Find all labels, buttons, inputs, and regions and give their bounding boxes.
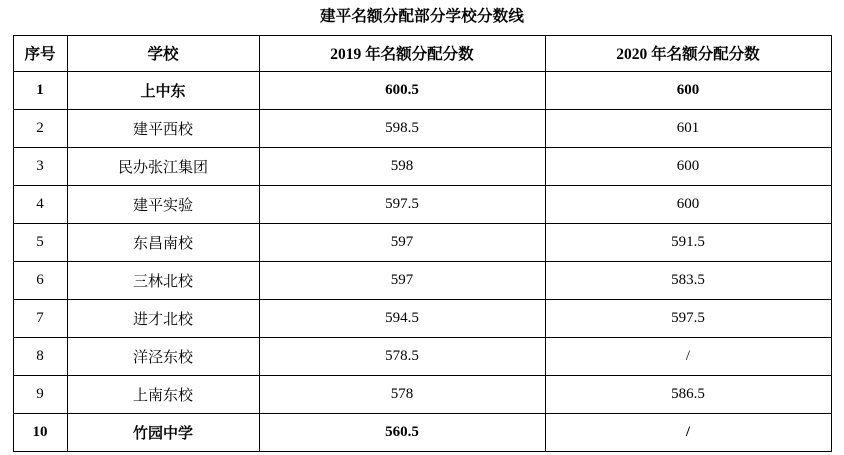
column-header-2019: 2019 年名额分配分数 [259, 35, 545, 71]
cell-school: 进才北校 [67, 299, 259, 337]
cell-index: 5 [13, 223, 67, 261]
cell-index: 6 [13, 261, 67, 299]
cell-school: 竹园中学 [67, 413, 259, 451]
cell-score-2019: 597.5 [259, 185, 545, 223]
cell-school: 建平西校 [67, 109, 259, 147]
cell-index: 4 [13, 185, 67, 223]
cell-score-2020: 583.5 [545, 261, 831, 299]
cell-school: 上南东校 [67, 375, 259, 413]
column-header-school: 学校 [67, 35, 259, 71]
cell-score-2020: / [545, 413, 831, 451]
cell-score-2020: 600 [545, 147, 831, 185]
cell-score-2019: 578 [259, 375, 545, 413]
table-header [13, 35, 831, 71]
cell-score-2019: 597 [259, 261, 545, 299]
table-row [13, 185, 831, 223]
cell-school: 上中东 [67, 71, 259, 109]
cell-index: 7 [13, 299, 67, 337]
cell-school: 建平实验 [67, 185, 259, 223]
cell-index: 10 [13, 413, 67, 451]
cell-index: 3 [13, 147, 67, 185]
table-row [13, 375, 831, 413]
cell-school: 洋泾东校 [67, 337, 259, 375]
cell-school: 三林北校 [67, 261, 259, 299]
table-row [13, 71, 831, 109]
table-row [13, 337, 831, 375]
table-row [13, 413, 831, 451]
cell-score-2020: 597.5 [545, 299, 831, 337]
cell-score-2020: 591.5 [545, 223, 831, 261]
table-body [13, 71, 831, 451]
cell-score-2019: 578.5 [259, 337, 545, 375]
table-row [13, 109, 831, 147]
cell-score-2020: / [545, 337, 831, 375]
column-header-index: 序号 [13, 35, 67, 71]
cell-score-2019: 598.5 [259, 109, 545, 147]
column-header-2020: 2020 年名额分配分数 [545, 35, 831, 71]
cell-score-2019: 598 [259, 147, 545, 185]
page-title: 建平名额分配部分学校分数线 [319, 8, 525, 25]
cell-school: 民办张江集团 [67, 147, 259, 185]
cell-index: 8 [13, 337, 67, 375]
cell-score-2020: 600 [545, 71, 831, 109]
cell-score-2019: 560.5 [259, 413, 545, 451]
cell-score-2020: 586.5 [545, 375, 831, 413]
cell-score-2020: 600 [545, 185, 831, 223]
cell-score-2019: 600.5 [259, 71, 545, 109]
cell-score-2019: 594.5 [259, 299, 545, 337]
table-row [13, 299, 831, 337]
score-table [13, 35, 832, 452]
cell-score-2020: 601 [545, 109, 831, 147]
cell-index: 9 [13, 375, 67, 413]
cell-score-2019: 597 [259, 223, 545, 261]
table-header-row [13, 35, 831, 71]
table-row [13, 261, 831, 299]
cell-index: 2 [13, 109, 67, 147]
table-row [13, 147, 831, 185]
cell-school: 东昌南校 [67, 223, 259, 261]
cell-index: 1 [13, 71, 67, 109]
table-row [13, 223, 831, 261]
